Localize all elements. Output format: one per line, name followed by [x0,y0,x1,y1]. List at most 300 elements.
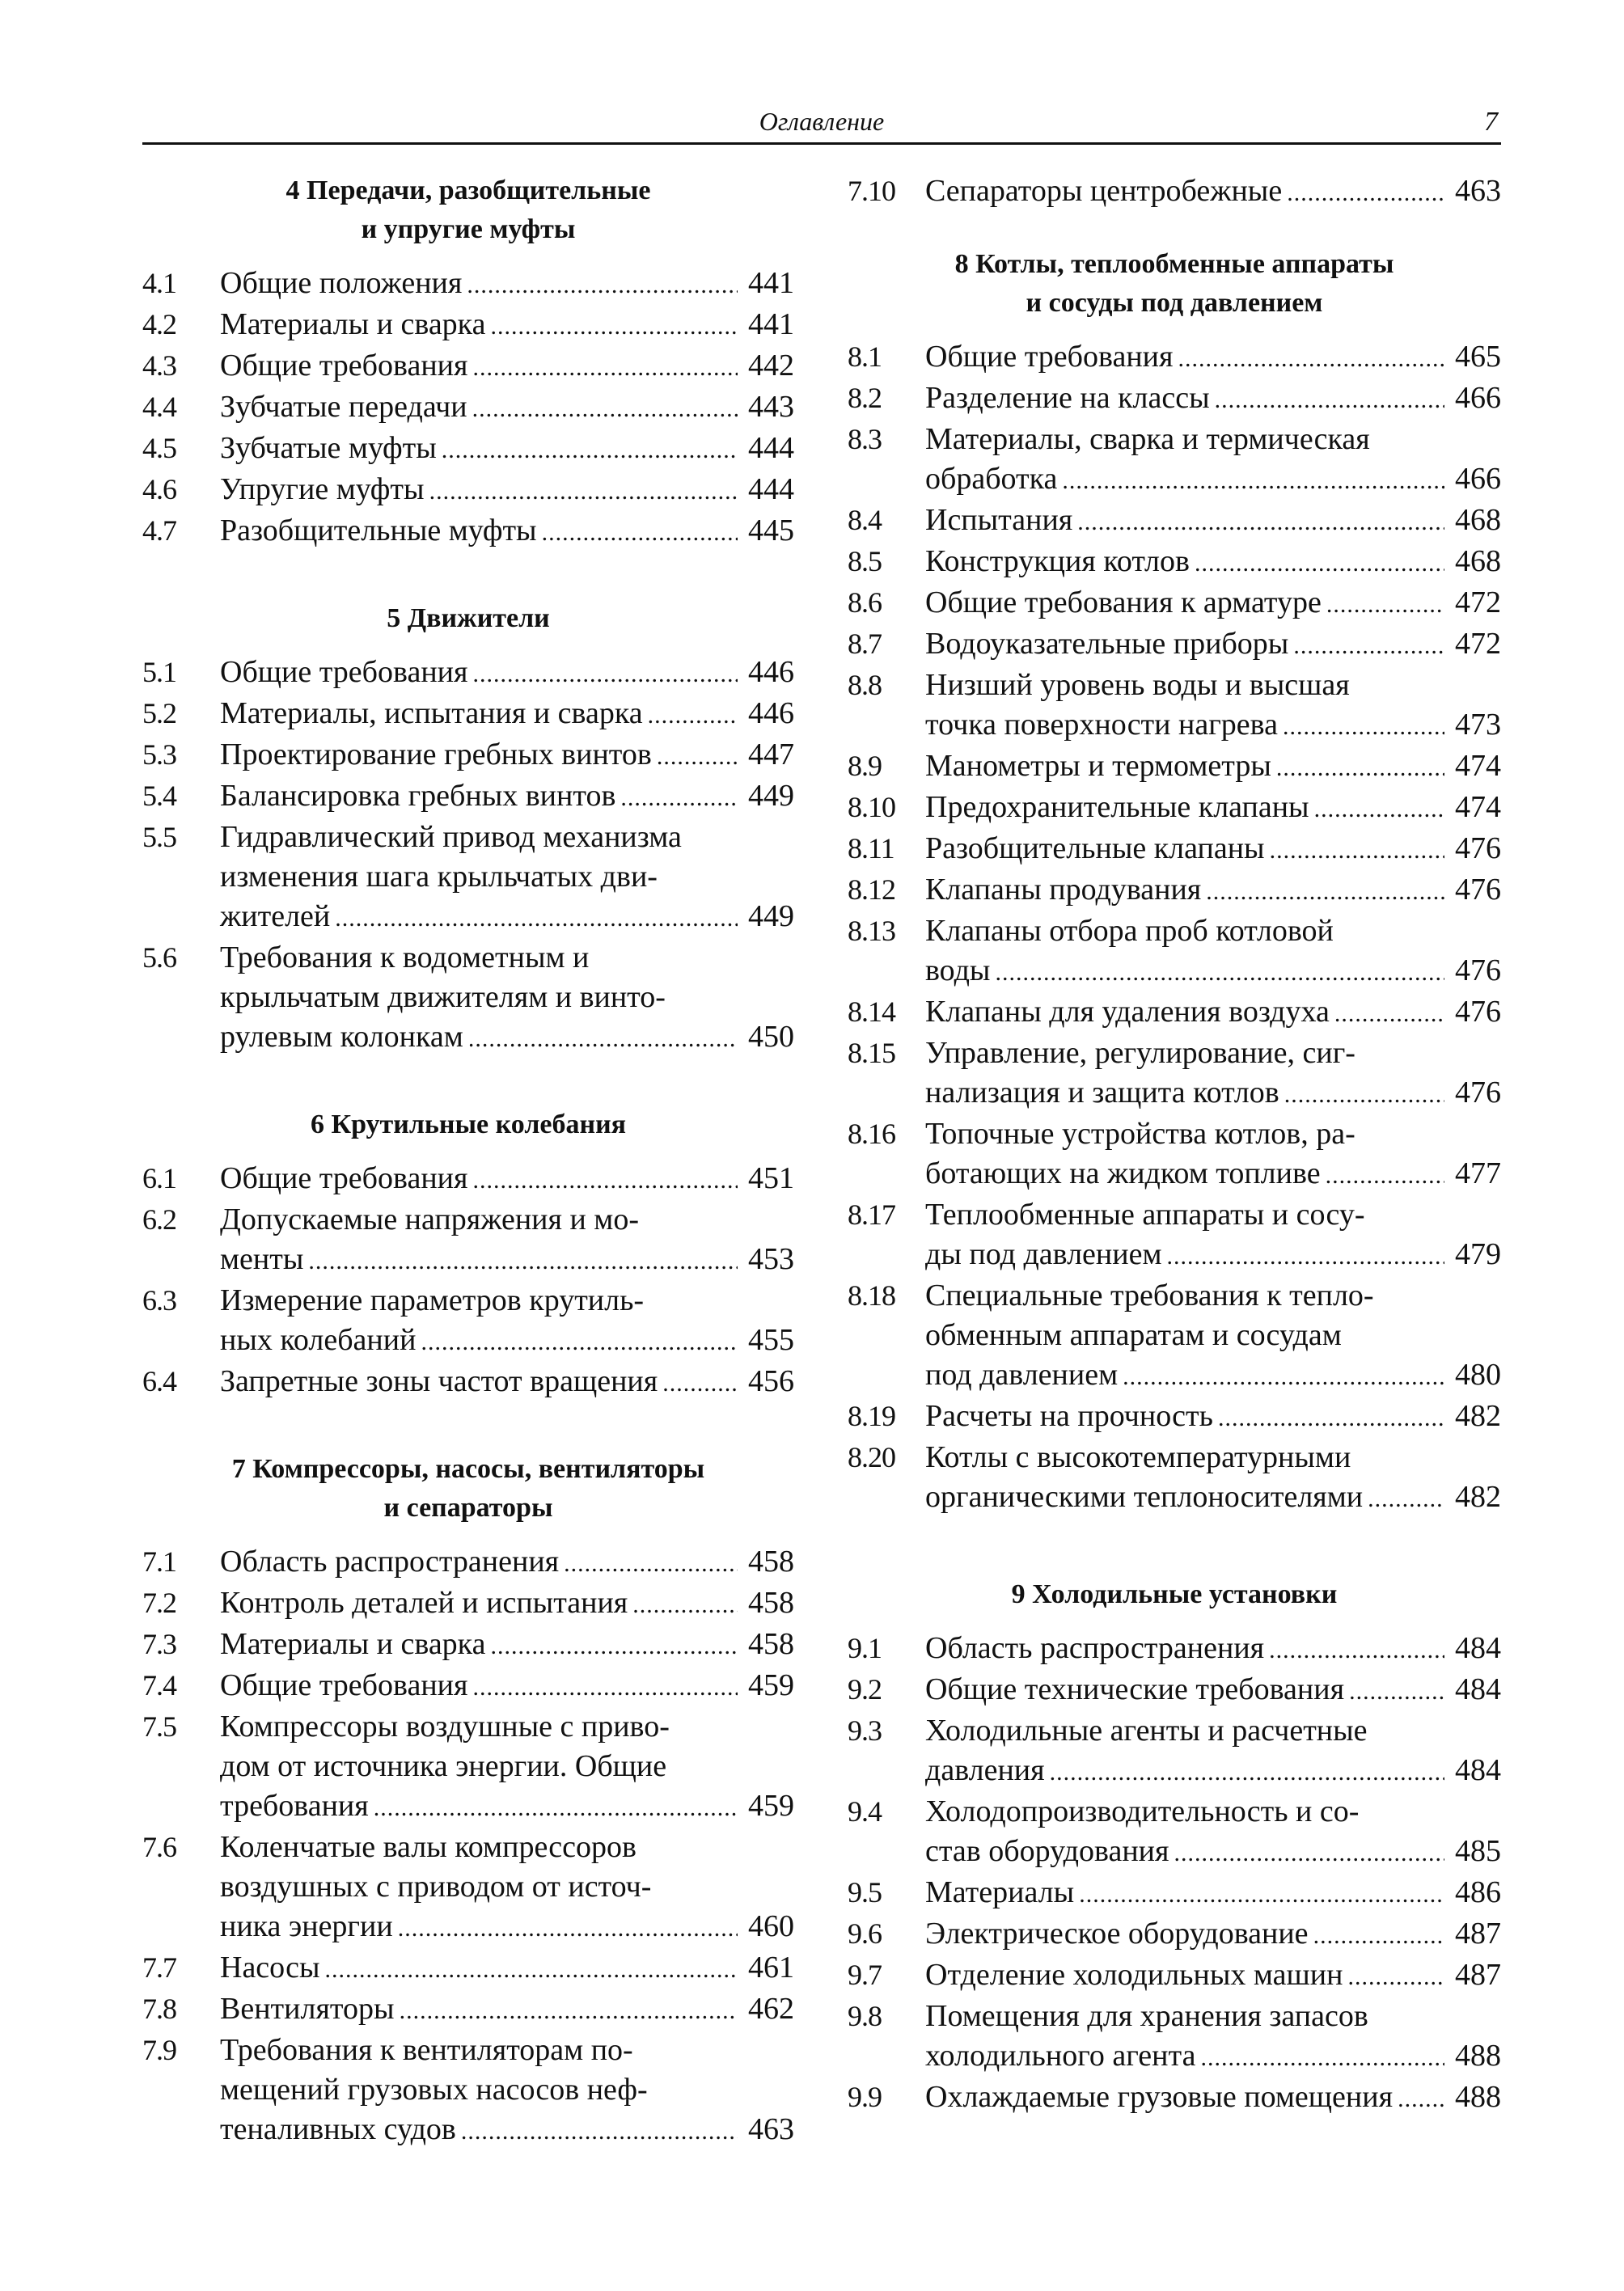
dot-leader [662,1363,738,1403]
entry-title-line: Холодильные агенты и расчетные [925,1714,1368,1748]
entry-title-last-line [925,2078,1501,2119]
dot-leader [1368,1479,1444,1519]
entry-text [925,420,1501,501]
entry-title-last-line [925,1832,1501,1873]
entry-page-number: 484 [1455,1753,1501,1787]
entry-title-line: Общие требования [925,340,1174,374]
toc-entry[interactable] [848,1955,1501,1997]
entry-number: 9.3 [848,1714,882,1747]
toc-entry[interactable] [848,1114,1501,1195]
entry-text [925,666,1501,746]
entry-page-number: 458 [748,1586,794,1620]
toc-section [142,1105,794,1403]
section-title-line: 6 Крутильные колебания [310,1110,627,1139]
entry-number: 7.10 [848,175,895,207]
toc-entry[interactable] [848,1670,1501,1711]
entry-title-line: Контроль деталей и испытания [220,1586,628,1620]
entry-text [925,1114,1501,1195]
toc-entry[interactable] [848,1033,1501,1114]
toc-entry[interactable] [848,1711,1501,1792]
entry-title-last-line [925,870,1501,911]
entry-title-line: Допускаемые напряжения и мо- [220,1203,640,1236]
entry-page-number: 468 [1455,503,1501,537]
toc-entry[interactable] [142,735,794,776]
entry-page-number: 441 [748,307,794,341]
entry-title-last-line [220,2110,794,2151]
entry-title-line: холодильного агента [925,2039,1196,2073]
entry-number: 8.2 [848,382,882,414]
entry-text [220,387,794,429]
toc-entry[interactable] [848,1873,1501,1914]
entry-text [220,305,794,346]
dot-leader [1215,380,1444,420]
entry-page-number: 488 [1455,2080,1501,2114]
entry-text [925,583,1501,624]
entry-title-last-line [925,624,1501,666]
entry-text [220,1281,794,1362]
entry-page-number: 446 [748,655,794,689]
entry-text [220,1666,794,1707]
entry-number: 7.6 [142,1831,176,1863]
entry-title-line: Общие требования [220,349,468,383]
entry-number: 7.3 [142,1628,176,1660]
entry-title-line: Сепараторы центробежные [925,174,1283,208]
dot-leader [1050,1752,1444,1792]
entry-number: 8.18 [848,1279,895,1312]
entry-page-number: 476 [1455,873,1501,907]
toc-entry[interactable] [848,746,1501,788]
dot-leader [461,2111,738,2151]
entry-title-line: давления [925,1753,1045,1787]
dot-leader [1284,1075,1444,1114]
entry-number: 7.5 [142,1710,176,1743]
dot-leader [472,348,738,387]
toc-entry[interactable] [142,1159,794,1200]
toc-entry[interactable] [848,666,1501,746]
toc-entry[interactable] [848,171,1501,213]
toc-entry[interactable] [848,1914,1501,1955]
entry-number: 4.3 [142,349,176,382]
entry-title-line: Материалы [925,1875,1075,1909]
entry-title-line: став оборудования [925,1834,1169,1868]
entry-number: 7.2 [142,1587,176,1619]
entry-title-last-line [925,171,1501,213]
entry-number: 4.2 [142,308,176,340]
toc-entry[interactable] [142,1362,794,1403]
entry-number: 5.2 [142,697,176,729]
entry-title-line: Низший уровень воды и высшая [925,668,1350,702]
toc-entry[interactable] [848,829,1501,870]
entry-title-last-line [925,1751,1501,1792]
entry-page-number: 462 [748,1992,794,2026]
toc-entry[interactable] [848,583,1501,624]
entry-title-last-line [925,1914,1501,1955]
entry-text [925,870,1501,911]
entry-text [220,511,794,552]
entry-page-number: 484 [1455,1672,1501,1706]
entry-title-line: Коленчатые валы компрессоров [220,1830,636,1864]
entry-text [925,746,1501,788]
toc-entry[interactable] [848,378,1501,420]
entry-title-line: ных колебаний [220,1323,417,1357]
dot-leader [1200,2038,1444,2078]
entry-page-number: 444 [748,431,794,465]
toc-section [848,245,1501,1519]
entry-title-line: воды [925,953,991,987]
entry-title-last-line [925,337,1501,378]
entry-title-last-line [925,746,1501,788]
entry-title-line: Общие требования [220,1668,468,1702]
toc-left-column [142,171,794,2151]
dot-leader [1206,872,1444,911]
entry-title-line: Проектирование гребных винтов [220,738,652,771]
entry-page-number: 463 [748,2112,794,2146]
entry-text [925,1873,1501,1914]
entry-title-line: нализация и защита котлов [925,1076,1279,1110]
entry-title-last-line [220,429,794,470]
toc-entry[interactable] [848,1629,1501,1670]
entry-title-line: рулевым колонкам [220,1020,463,1054]
dot-leader [1313,1916,1444,1955]
dot-leader [472,389,738,429]
entry-title-line: жителей [220,899,331,933]
entry-text [220,346,794,387]
section-title [848,1575,1501,1614]
entry-number: 6.3 [142,1284,176,1317]
entry-text [925,992,1501,1033]
dot-leader [421,1322,738,1362]
entry-text [220,1828,794,1948]
entry-title-last-line [220,346,794,387]
entry-title-last-line [220,1666,794,1707]
entry-text [220,429,794,470]
entry-title-line: Топочные устройства котлов, ра- [925,1117,1355,1151]
entry-page-number: 446 [748,696,794,730]
dot-leader [1314,789,1444,829]
entry-text [925,1397,1501,1438]
entry-title-line: Общие требования к арматуре [925,585,1322,619]
entry-title-line: Материалы и сварка [220,1627,486,1661]
entry-title-last-line [220,653,794,694]
entry-number: 9.1 [848,1632,882,1664]
toc-entry[interactable] [848,1438,1501,1519]
entry-text [925,1629,1501,1670]
entry-title-line: Упругие муфты [220,472,425,506]
section-title [142,1105,794,1144]
entry-number: 5.3 [142,738,176,771]
entry-page-number: 485 [1455,1834,1501,1868]
entry-number: 6.1 [142,1162,176,1194]
toc-entry[interactable] [848,1195,1501,1276]
entry-number: 8.5 [848,545,882,577]
toc-entry[interactable] [142,1281,794,1362]
toc-entry[interactable] [142,2031,794,2151]
dot-leader [1293,626,1444,666]
entry-page-number: 484 [1455,1631,1501,1665]
entry-title-line: Управление, регулирование, сиг- [925,1036,1355,1070]
entry-page-number: 486 [1455,1875,1501,1909]
toc-entry[interactable] [848,1397,1501,1438]
entry-title-line: Испытания [925,503,1073,537]
entry-page-number: 482 [1455,1399,1501,1433]
entry-title-last-line [220,1362,794,1403]
entry-title-line: Отделение холодильных машин [925,1958,1343,1992]
entry-title-line: крыльчатым движителям и винто- [220,980,666,1014]
dot-leader [1283,707,1444,746]
toc-entry[interactable] [142,1828,794,1948]
entry-page-number: 445 [748,514,794,547]
entry-title-last-line [925,1355,1501,1397]
toc-entry[interactable] [848,992,1501,1033]
toc-entry[interactable] [142,305,794,346]
entry-title-line: Манометры и термометры [925,749,1271,783]
toc-entry[interactable] [848,1276,1501,1397]
entry-title-line: менты [220,1242,304,1276]
toc-entry[interactable] [142,511,794,552]
dot-leader [657,737,738,776]
entry-text [925,788,1501,829]
toc-entry[interactable] [142,776,794,818]
toc-entry[interactable] [848,911,1501,992]
entry-number: 8.9 [848,750,882,782]
toc-entry[interactable] [848,2078,1501,2119]
entry-text [925,1914,1501,1955]
entry-page-number: 466 [1455,462,1501,496]
dot-leader [1178,339,1444,378]
entry-page-number: 449 [748,779,794,813]
toc-section [848,171,1501,213]
toc-entry[interactable] [848,870,1501,911]
entry-page-number: 465 [1455,340,1501,374]
dot-leader [1077,502,1444,542]
entry-title-line: под давлением [925,1358,1119,1392]
entry-title-line: Клапаны отбора проб котловой [925,914,1334,948]
entry-title-line: Котлы с высокотемпературными [925,1440,1351,1474]
dot-leader [1174,1833,1444,1873]
entry-text [925,911,1501,992]
entry-text [925,1711,1501,1792]
entry-number: 8.15 [848,1037,895,1069]
entry-title-line: Область распространения [925,1631,1265,1665]
entry-title-last-line [925,378,1501,420]
section-title-line: и упругие муфты [361,214,576,244]
entry-page-number: 472 [1455,627,1501,661]
dot-leader [490,306,738,346]
entry-text [925,1033,1501,1114]
entry-title-last-line [220,1017,794,1059]
entry-page-number: 453 [748,1242,794,1276]
entry-number: 5.5 [142,821,176,853]
section-title-line: 5 Движители [387,603,550,633]
entry-title-line: Запретные зоны частот вращения [220,1364,658,1398]
entry-title-last-line [925,1397,1501,1438]
entry-title-line: требования [220,1789,369,1823]
entry-title-line: ботающих на жидком топливе [925,1156,1321,1190]
entry-title-line: Специальные требования к тепло- [925,1279,1374,1312]
entry-title-last-line [220,776,794,818]
entry-number: 7.1 [142,1545,176,1578]
entry-text [925,1997,1501,2078]
entry-page-number: 476 [1455,995,1501,1029]
dot-leader [1398,2079,1444,2119]
toc-entry[interactable] [142,1200,794,1281]
entry-page-number: 443 [748,390,794,424]
toc-entry[interactable] [142,346,794,387]
dot-leader [1276,748,1444,788]
entry-title-line: ника энергии [220,1909,393,1943]
entry-number: 7.8 [142,1993,176,2025]
entry-number: 4.7 [142,514,176,547]
entry-number: 8.1 [848,340,882,373]
dot-leader [472,1160,738,1200]
entry-title-last-line [925,788,1501,829]
entry-title-line: Общие требования [220,1161,468,1195]
entry-text [925,829,1501,870]
dot-leader [620,778,738,818]
toc-entry[interactable] [848,337,1501,378]
entry-number: 5.6 [142,941,176,974]
section-title [848,245,1501,323]
entry-title-line: Теплообменные аппараты и сосу- [925,1198,1365,1232]
toc-entry[interactable] [142,470,794,511]
dot-leader [472,1668,738,1707]
entry-number: 8.14 [848,995,895,1028]
entry-number: 7.7 [142,1951,176,1984]
entry-number: 8.12 [848,873,895,906]
toc-entry[interactable] [142,694,794,735]
toc-entry[interactable] [848,542,1501,583]
section-title [142,1450,794,1528]
entry-title-line: Измерение параметров крутиль- [220,1283,645,1317]
entry-title-line: Вентиляторы [220,1992,395,2026]
entry-page-number: 442 [748,349,794,383]
toc-entry[interactable] [848,624,1501,666]
toc-entry[interactable] [142,1625,794,1666]
toc-entry[interactable] [848,1997,1501,2078]
entry-title-last-line [220,1321,794,1362]
entry-number: 8.8 [848,669,882,701]
entry-text [220,1200,794,1281]
entry-title-last-line [220,1159,794,1200]
toc-entry[interactable] [142,264,794,305]
entry-number: 9.6 [848,1917,882,1950]
entry-number: 8.13 [848,915,895,947]
section-title-line: 9 Холодильные установки [1011,1579,1338,1609]
toc-entry[interactable] [142,653,794,694]
entry-title-line: Область распространения [220,1545,560,1579]
entry-page-number: 474 [1455,790,1501,824]
entry-title-last-line [220,264,794,305]
dot-leader [1326,585,1444,624]
entry-text [925,1438,1501,1519]
entry-page-number: 456 [748,1364,794,1398]
entry-number: 9.4 [848,1795,882,1828]
entry-title-line: Материалы, испытания и сварка [220,696,643,730]
toc-entry[interactable] [142,1948,794,1989]
entry-title-line: Разделение на классы [925,381,1210,415]
entry-title-line: органическими теплоносителями [925,1480,1364,1514]
entry-title-last-line [925,705,1501,746]
toc-entry[interactable] [142,938,794,1059]
toc-entry[interactable] [848,788,1501,829]
entry-page-number: 460 [748,1909,794,1943]
toc-entry[interactable] [142,1707,794,1828]
entry-title-last-line [925,1670,1501,1711]
entry-page-number: 476 [1455,831,1501,865]
entry-title-last-line [925,1154,1501,1195]
entry-title-last-line [925,951,1501,992]
dot-leader [995,953,1444,992]
entry-page-number: 458 [748,1627,794,1661]
entry-title-last-line [925,501,1501,542]
toc-entry[interactable] [848,420,1501,501]
entry-text [220,1159,794,1200]
toc-section [142,1450,794,2151]
entry-page-number: 477 [1455,1156,1501,1190]
entry-number: 5.1 [142,656,176,688]
toc-entry[interactable] [142,1542,794,1583]
entry-title-last-line [925,1873,1501,1914]
toc-entry[interactable] [142,429,794,470]
entry-number: 8.16 [848,1118,895,1150]
toc-entry[interactable] [848,501,1501,542]
toc-entry[interactable] [142,387,794,429]
entry-text [220,1625,794,1666]
entry-title-line: Материалы и сварка [220,307,486,341]
entry-title-line: обменным аппаратам и сосудам [925,1318,1342,1352]
entry-title-last-line [220,1583,794,1625]
entry-title-line: Общие требования [220,655,468,689]
entry-text [220,264,794,305]
entry-page-number: 459 [748,1789,794,1823]
entry-title-last-line [925,1235,1501,1276]
section-title-line: и сепараторы [383,1493,553,1523]
toc-entry[interactable] [142,1989,794,2031]
entry-number: 8.7 [848,628,882,660]
entry-text [220,1542,794,1583]
dot-leader [1062,461,1444,501]
entry-page-number: 487 [1455,1917,1501,1951]
entry-number: 8.19 [848,1400,895,1432]
dot-leader [1218,1398,1444,1438]
dot-leader [442,430,738,470]
dot-leader [1270,831,1444,870]
entry-title-last-line [220,387,794,429]
toc-entry[interactable] [848,1792,1501,1873]
dot-leader [335,898,738,938]
entry-title-last-line [925,2036,1501,2078]
entry-number: 4.1 [142,267,176,299]
entry-title-line: Балансировка гребных винтов [220,779,616,813]
entry-text [925,542,1501,583]
toc-entry[interactable] [142,1583,794,1625]
entry-title-line: Охлаждаемые грузовые помещения [925,2080,1394,2114]
toc-section [142,171,794,552]
toc-entry[interactable] [142,1666,794,1707]
entry-number: 8.20 [848,1441,895,1473]
dot-leader [398,1908,738,1948]
section-title-line: 4 Передачи, разобщительные [285,175,651,205]
section-title-line: и сосуды под давлением [1026,288,1323,318]
toc-entry[interactable] [142,818,794,938]
entry-title-line: мещений грузовых насосов неф- [220,2073,648,2107]
entry-title-line: Общие технические требования [925,1672,1345,1706]
entry-number: 7.9 [142,2034,176,2066]
dot-leader [472,654,738,694]
entry-text [220,1707,794,1828]
entry-number: 9.9 [848,2081,882,2113]
dot-leader [542,513,738,552]
